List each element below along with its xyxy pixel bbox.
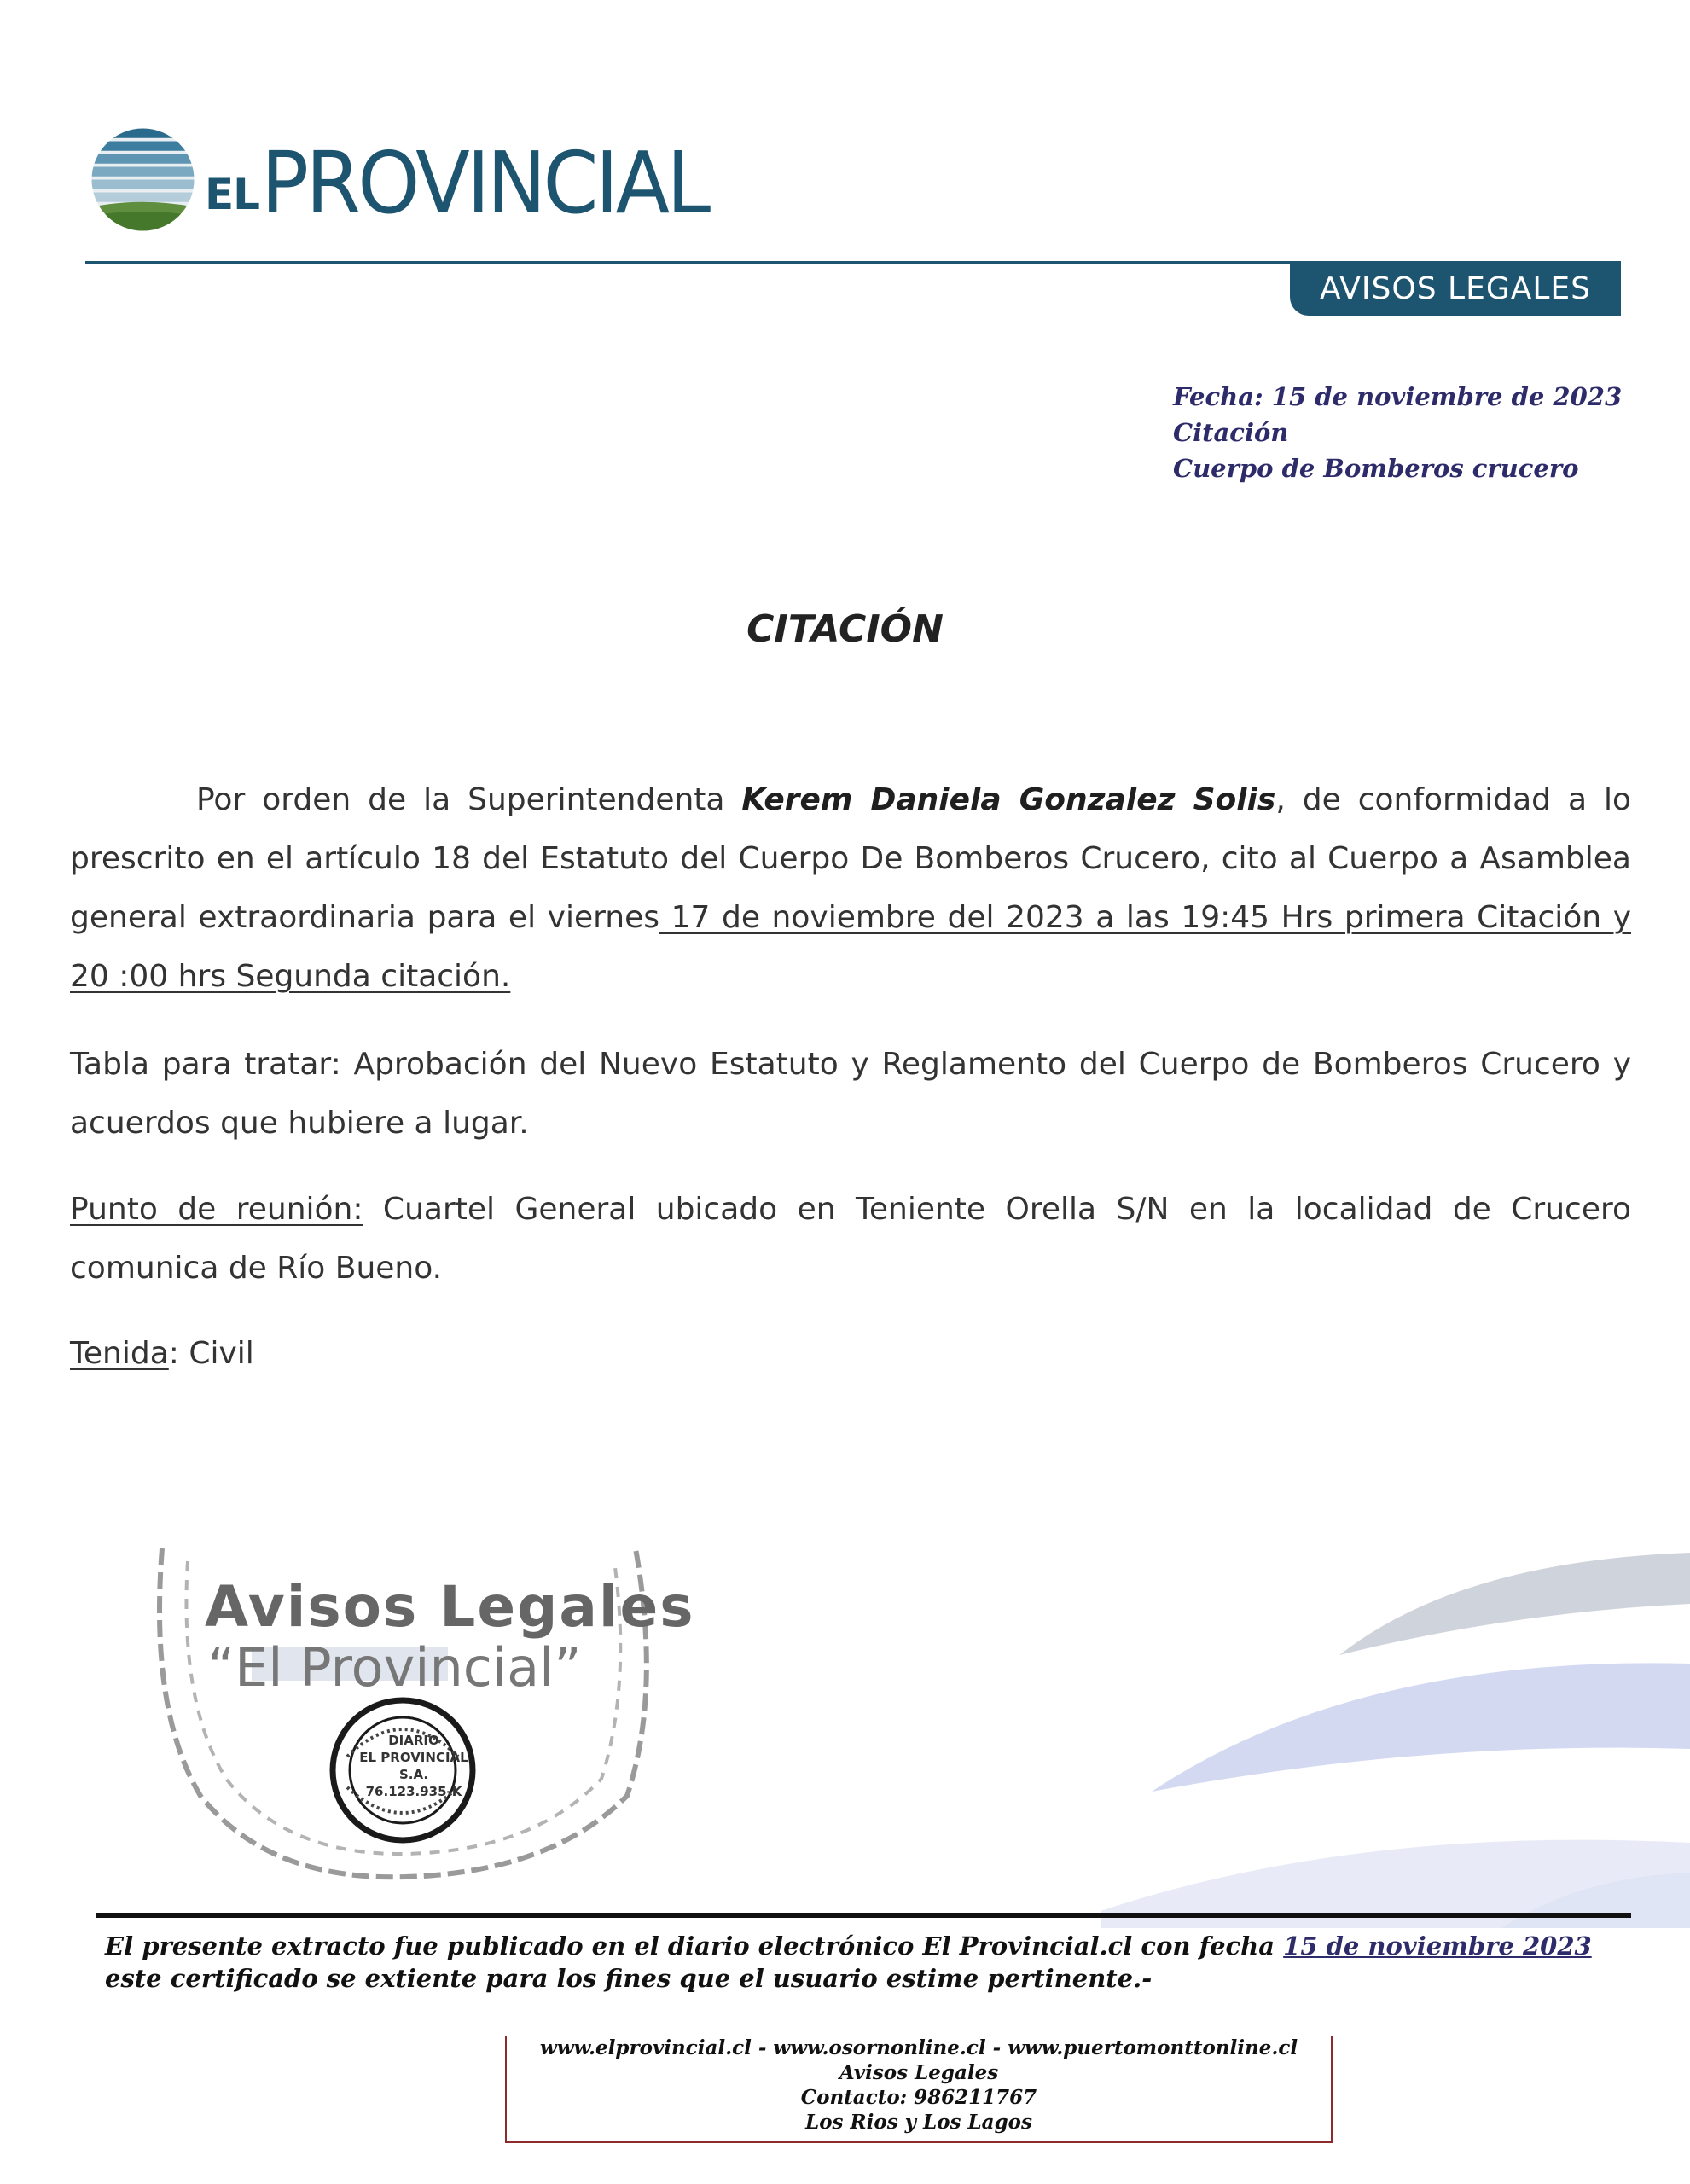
section-tab-avisos-legales: AVISOS LEGALES xyxy=(1290,261,1621,316)
meeting-date: 17 de noviembre del 2023 a las 19:45 Hrs primera Citación y 20 :00 hrs Segunda citación. xyxy=(70,900,1631,994)
p1-text-a: Por orden de la Superintendenta xyxy=(196,782,742,817)
seal-line-4: 76.123.935-K xyxy=(365,1784,462,1799)
certification-text-a: El presente extracto fue publicado en el diario electrónico El Provincial.cl con fecha xyxy=(105,1931,1284,1960)
watermark-swoosh-graphic xyxy=(1101,1536,1690,1928)
contact-phone: Contacto: 986211767 xyxy=(800,2086,1037,2109)
logo-prefix: EL xyxy=(205,170,260,219)
superintendenta-name: Kerem Daniela Gonzalez Solis xyxy=(741,782,1276,817)
certification-text-b: este certificado se extiente para los fines que el usuario estime pertinente.- xyxy=(105,1964,1153,1993)
p1-text-b: , de conformidad a lo prescrito en el artículo 18 del Estatuto del Cuerpo De Bomberos Crucero, cito al Cuerpo a Asamblea general extraordinaria para el viernes xyxy=(70,782,1631,935)
punto-reunion-text: Cuartel General ubicado en Teniente Orella S/N en la localidad de Crucero comunica de Río Bueno. xyxy=(70,1192,1632,1286)
notice-meta xyxy=(1173,379,1622,486)
meta-fecha: Fecha: 15 de noviembre de 2023 xyxy=(1173,382,1623,411)
seal-line-3: S.A. xyxy=(398,1767,429,1782)
meta-entidad: Cuerpo de Bomberos crucero xyxy=(1173,454,1579,483)
footer-divider xyxy=(96,1913,1631,1918)
stamp-title: Avisos Legales xyxy=(205,1574,695,1640)
document-title: CITACIÓN xyxy=(746,607,944,651)
paragraph-tenida xyxy=(70,1324,1631,1383)
punto-reunion-label: Punto de reunión: xyxy=(70,1192,363,1227)
meta-tipo: Citación xyxy=(1173,418,1289,447)
tenida-label: Tenida xyxy=(70,1336,169,1371)
paragraph-tabla: Tabla para tratar: Aprobación del Nuevo Estatuto y Reglamento del Cuerpo de Bomberos Crucero y acuerdos que hubiere a lugar. xyxy=(70,1047,1631,1141)
paragraph-punto-reunion xyxy=(70,1180,1631,1298)
el-provincial-wordmark xyxy=(205,128,741,233)
stamp-subtitle: “El Provincial” xyxy=(207,1636,582,1699)
el-provincial-globe-logo-icon xyxy=(90,126,196,233)
contact-box xyxy=(505,2036,1333,2143)
publication-date: 15 de noviembre 2023 xyxy=(1283,1931,1592,1960)
tenida-text: : Civil xyxy=(168,1336,254,1371)
seal-line-1: DIARIO xyxy=(388,1733,439,1748)
contact-label: Avisos Legales xyxy=(839,2061,999,2084)
company-seal xyxy=(346,1732,482,1800)
contact-region: Los Rios y Los Lagos xyxy=(805,2111,1032,2134)
seal-line-2: EL PROVINCIAL xyxy=(359,1750,468,1765)
logo-name: PROVINCIAL xyxy=(261,133,708,233)
paragraph-convocatoria xyxy=(70,770,1631,1006)
contact-sites: www.elprovincial.cl - www.osornonline.cl - www.puertomonttonline.cl xyxy=(539,2036,1298,2059)
certification-text xyxy=(105,1930,1606,1995)
